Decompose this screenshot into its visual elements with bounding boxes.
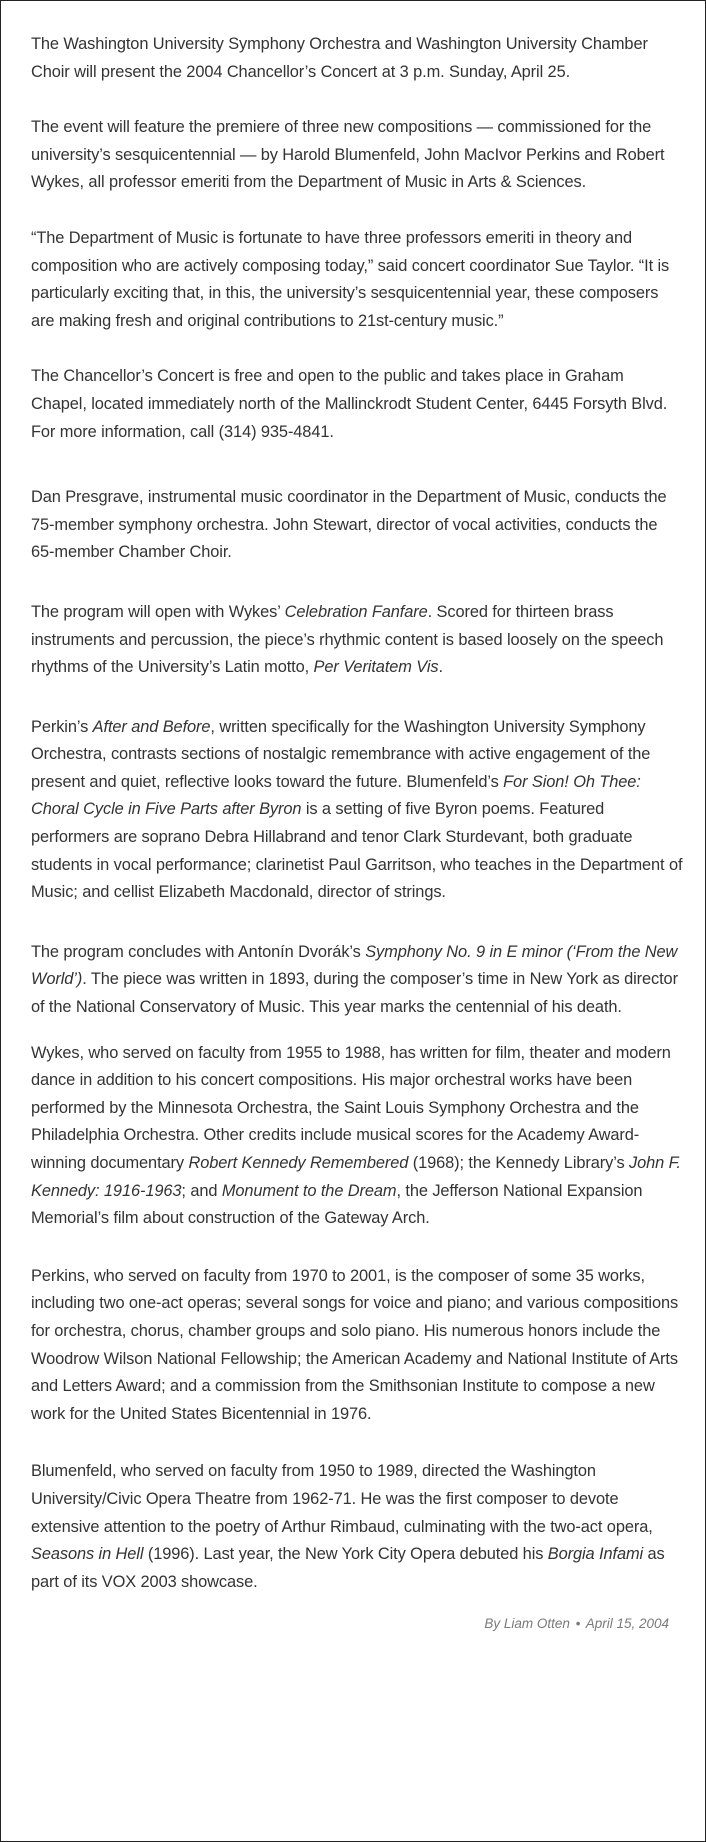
text-run: is a setting of five Byron poems. Featured performers are soprano Debra Hillabrand and tenor Clark Sturdevant, both graduate students in vocal performance; clarinetist Paul Garritson, who teaches in the Department of Music; and cellist Elizabeth Macdonald, director of strings. — [31, 800, 683, 902]
byline-separator: • — [575, 1616, 581, 1632]
text-run: (1968); the Kennedy Library’s — [408, 1154, 630, 1172]
text-run: (1996). Last year, the New York City Opera debuted his — [143, 1545, 548, 1564]
byline-date: April 15, 2004 — [585, 1616, 669, 1632]
work-title: After and Before — [92, 717, 211, 736]
text-run: ; and — [181, 1181, 222, 1200]
paragraph-intro: The Washington University Symphony Orchestra and Washington University Chamber Choir will present the 2004 Chancellor’s Concert at 3 p.m. Sunday, April 25. — [31, 35, 648, 81]
paragraph-wykes-bio — [31, 1040, 683, 1233]
work-title: Monument to the Dream — [221, 1181, 397, 1200]
text-run: , the Jefferson National Expansion Memorial’s film about construction of the Gateway Arch. — [31, 1181, 643, 1228]
text-run: . — [438, 658, 443, 677]
paragraph-perkins-blumenfeld-works — [31, 714, 683, 907]
paragraph-blumenfeld-bio — [31, 1458, 683, 1596]
text-run: , written specifically for the Washington University Symphony Orchestra, contrasts sections of nostalgic remembrance with active engagement of the present and quiet, reflective looks toward the future. Blumenfeld’s — [31, 717, 651, 791]
text-run: as part of its VOX 2003 showcase. — [31, 1545, 665, 1591]
work-title: John F. Kennedy: 1916-1963 — [31, 1154, 681, 1200]
paragraph-quote: “The Department of Music is fortunate to have three professors emeriti in theory and composition who are actively composing today,” said concert coordinator Sue Taylor. “It is particularly exciting that, in this, the university’s sesquicentennial year, these composers are making fresh and original contributions to 21st-century music.” — [31, 228, 670, 330]
work-title: Borgia Infami — [547, 1545, 644, 1564]
byline-author: By Liam Otten — [484, 1616, 570, 1632]
byline — [31, 1616, 683, 1631]
text-run: . Scored for thirteen brass instruments and percussion, the piece’s rhythmic content is based loosely on the speech rhythms of the University’s Latin motto, — [31, 602, 664, 677]
text-run: . The piece was written in 1893, during the composer’s time in New York as director of the National Conservatory of Music. This year marks the centennial of his death. — [31, 970, 678, 1017]
text-run: Wykes, who served on faculty from 1955 to 1988, has written for film, theater and modern dance in addition to his concert compositions. His major orchestral works have been performed by the Minnesota Orchestra, the Saint Louis Symphony Orchestra and the Philadelphia Orchestra. Other credits include musical scores for the Academy Award-winning documentary — [31, 1043, 671, 1172]
work-title: Celebration Fanfare — [284, 602, 428, 621]
text-run: Perkin’s — [31, 717, 93, 736]
work-title: Robert Kennedy Remembered — [188, 1154, 409, 1172]
paragraph-venue: The Chancellor’s Concert is free and open to the public and takes place in Graham Chapel, located immediately north of the Mallinckrodt Student Center, 6445 Forsyth Blvd. For more information, call (314) 935-4841. — [31, 367, 668, 441]
text-run: Blumenfeld, who served on faculty from 1950 to 1989, directed the Washington University/Civic Opera Theatre from 1962-71. He was the first composer to devote extensive attention to the poetry of Arthur Rimbaud, culminating with the two-act opera, — [31, 1462, 653, 1536]
paragraph-program-conclusion — [31, 939, 683, 1022]
paragraph-program-open — [31, 599, 683, 682]
paragraph-perkins-bio: Perkins, who served on faculty from 1970 to 2001, is the composer of some 35 works, including two one-act operas; several songs for voice and piano; and various compositions for orchestra, chorus, chamber groups and solo piano. His numerous honors include the Woodrow Wilson National Fellowship; the American Academy and National Institute of Arts and Letters Award; and a commission from the Smithsonian Institute to compose a new work for the United States Bicentennial in 1976. — [31, 1266, 679, 1423]
work-title: Seasons in Hell — [31, 1545, 144, 1564]
paragraph-conductors: Dan Presgrave, instrumental music coordinator in the Department of Music, conducts the 75-member symphony orchestra. John Stewart, director of vocal activities, conducts the 65-member Chamber Choir. — [31, 488, 667, 562]
paragraph-premiere: The event will feature the premiere of three new compositions — commissioned for the university’s sesquicentennial — by Harold Blumenfeld, John MacIvor Perkins and Robert Wykes, all professor emeriti from the Department of Music in Arts & Sciences. — [31, 118, 665, 192]
work-title: For Sion! Oh Thee: Choral Cycle in Five Parts after Byron — [31, 772, 641, 819]
text-run: The program will open with Wykes’ — [31, 602, 285, 621]
text-run: The program concludes with Antonín Dvorák’s — [31, 942, 366, 961]
motto-title: Per Veritatem Vis — [313, 658, 439, 677]
work-title: Symphony No. 9 in E minor (‘From the New World’) — [31, 942, 678, 989]
